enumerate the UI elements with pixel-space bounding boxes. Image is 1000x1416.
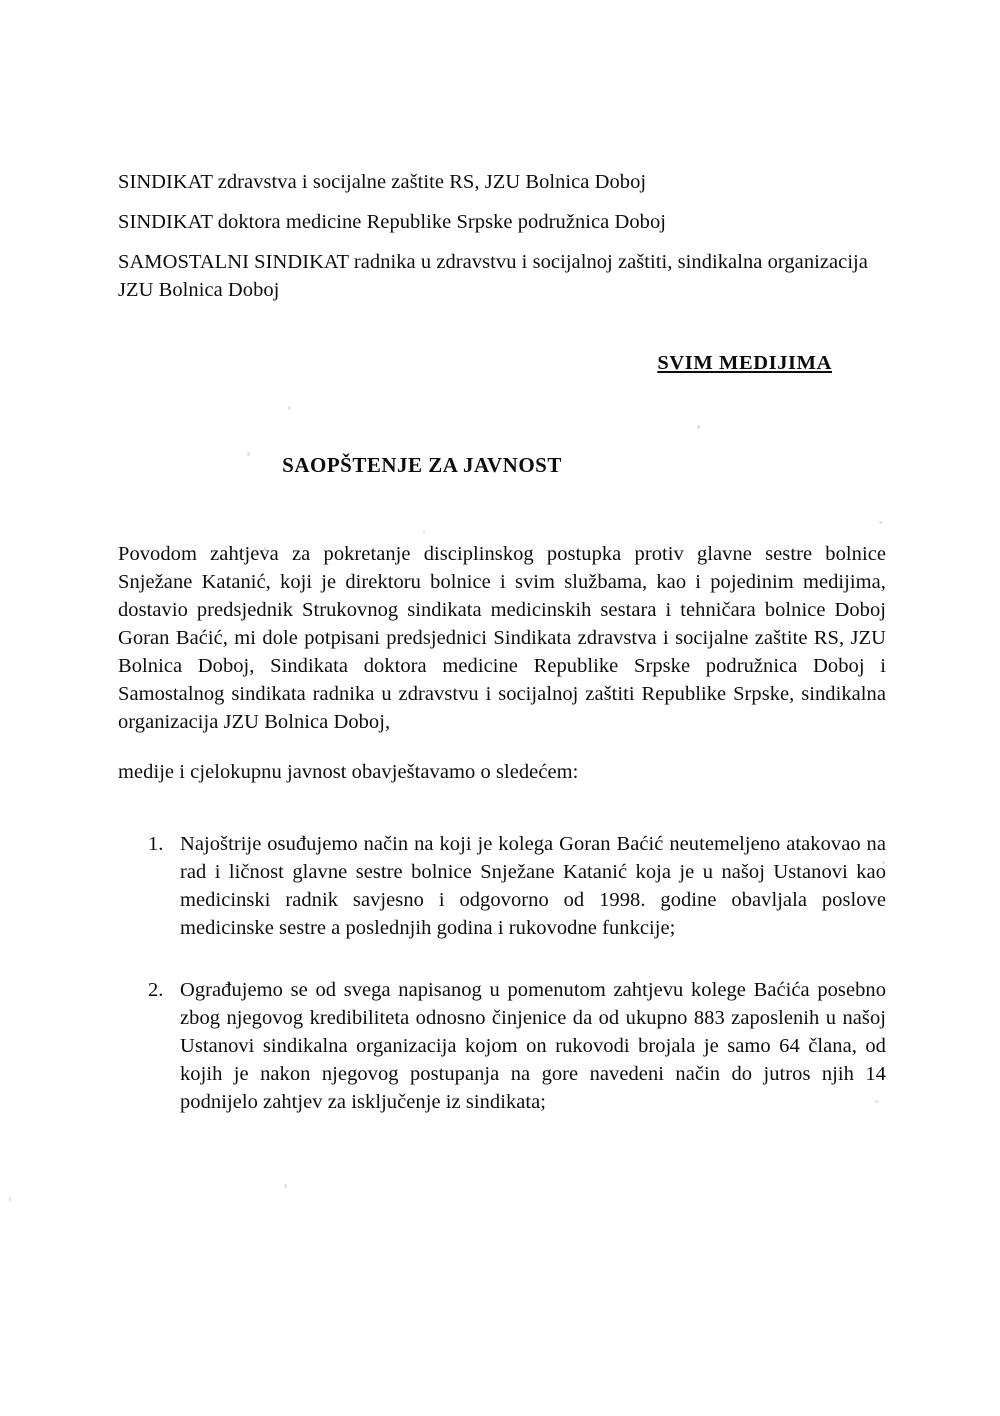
letterhead-line-1: SINDIKAT zdravstva i socijalne zaštite RS, JZU Bolnica Doboj	[118, 171, 647, 193]
addressee-label: SVIM MEDIJIMA	[657, 352, 832, 374]
letterhead	[118, 168, 886, 304]
document-title-block	[118, 453, 886, 478]
letterhead-line-3: SAMOSTALNI SINDIKAT radnika u zdravstvu i socijalnoj zaštiti, sindikalna organizacija JZU Bolnica Doboj	[118, 251, 868, 301]
statement-text: Ograđujemo se od svega napisanog u pomenutom zahtjevu kolege Baćića posebno zbog njegovog kredibiliteta odnosno činjenice da od ukupno 883 zaposlenih u našoj Ustanovi sindikalna organizacija kojom on rukovodi brojala je samo 64 člana, od kojih je nakon njegovog postupanja na gore navedeni način do jutros njih 14 podnijelo zahtjev za isključenje iz sindikata;	[180, 979, 886, 1113]
document-content	[118, 168, 886, 1116]
addressee-block	[118, 352, 886, 375]
page-title: SAOPŠTENJE ZA JAVNOST	[282, 453, 562, 477]
body-note-paragraph: medije i cjelokupnu javnost obavještavamo o sledećem:	[118, 761, 579, 783]
letterhead-line-2: SINDIKAT doktora medicine Republike Srpske podružnica Doboj	[118, 211, 666, 233]
statement-marker: 1.	[148, 833, 164, 855]
scan-speckle	[284, 1184, 287, 1188]
statement-item	[148, 830, 886, 942]
scan-speckle	[9, 1196, 11, 1202]
statement-text: Najoštrije osuđujemo način na koji je kolega Goran Baćić neutemeljeno atakovao na rad i ličnost glavne sestre bolnice Snježane Katanić koja je u našoj Ustanovi kao medicinski radnik savjesno i odgovorno od 1998. godine obavljala poslove medicinske sestre a poslednjih godina i rukovodne funkcije;	[180, 833, 886, 939]
statement-item	[148, 976, 886, 1116]
body-lead-paragraph: Povodom zahtjeva za pokretanje disciplinskog postupka protiv glavne sestre bolnice Snježane Katanić, koji je direktoru bolnice i svim službama, kao i pojedinim medijima, dostavio predsjednik Strukovnog sindikata medicinskih sestara i tehničara bolnice Doboj Goran Baćić, mi dole potpisani predsjednici Sindikata zdravstva i socijalne zaštite RS, JZU Bolnica Doboj, Sindikata doktora medicine Republike Srpske podružnica Doboj i Samostalnog sindikata radnika u zdravstvu i socijalnoj zaštiti Republike Srpske, sindikalna organizacija JZU Bolnica Doboj,	[118, 543, 886, 733]
statement-marker: 2.	[148, 979, 164, 1001]
statement-list	[118, 830, 886, 1116]
